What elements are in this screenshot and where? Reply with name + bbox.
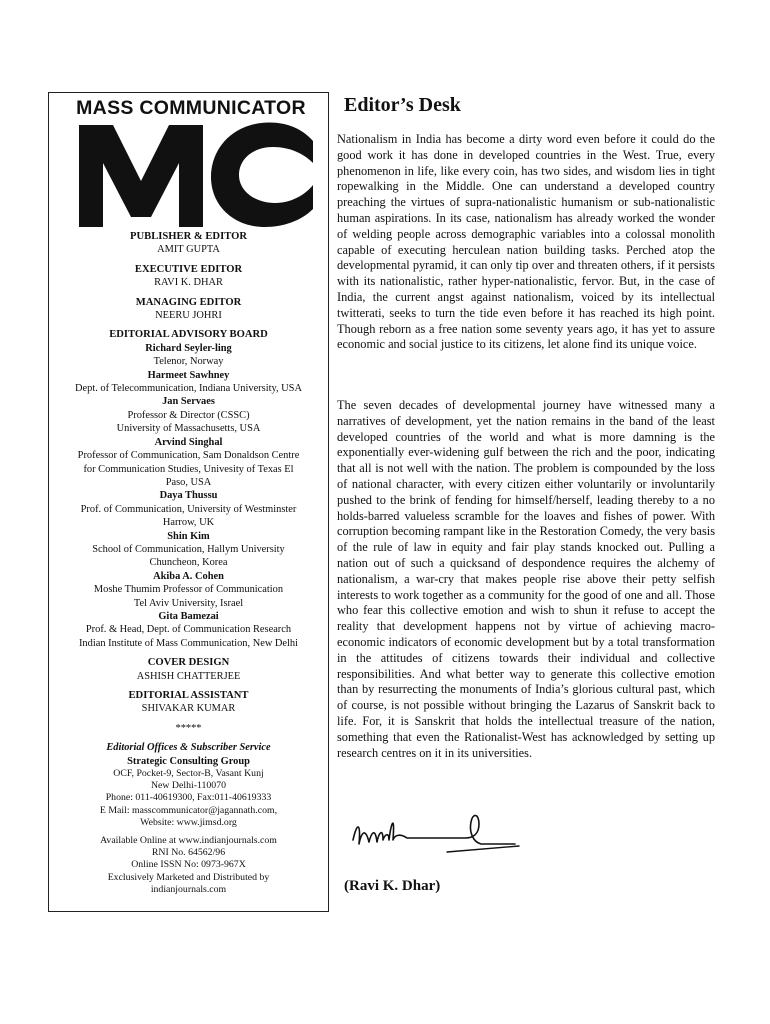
- masthead-person-name: Shin Kim: [167, 530, 210, 542]
- masthead-line: Online ISSN No: 0973-967X: [131, 859, 246, 871]
- masthead-line: Prof. & Head, Dept. of Communication Research: [85, 624, 292, 636]
- masthead-line: University of Massachusetts, USA: [116, 423, 261, 435]
- masthead-role-heading: COVER DESIGN: [147, 657, 230, 669]
- masthead-box: [48, 92, 329, 912]
- masthead-line: *****: [175, 722, 202, 734]
- masthead-credits: [49, 230, 328, 896]
- masthead-line: indianjournals.com: [150, 883, 227, 895]
- editorial-paragraph-2: The seven decades of developmental journey have witnessed many a narratives of development, yet the nation remains in the band of the least developed countries of the world and what is more damning is the exponentially ever-widening gulf between the rich and the poor, indicating that all is not well with the nation. The problem is compounded by the loss of national character, with every citizen either voluntarily or involuntarily pushed to the brink of fending for himself/herself, leading thereby to a no holds-barred valueless scramble for the loaves and fishes of power. With corruption becoming rampant like in the Restoration Comedy, the very basis of the rule of law in equity and fair play stands knocked out. Pulling a nation out of such a quicksand of despondence requires the alchemy of nationalism, a war-cry that makes people rise above their petty selfish interests to work together as a community for the good of one and all. Those who fear this collective emotion and wish to shun it refuse to accept the reality that development happens not by virtue of achieving macro-economic indicators of economic development but by a total transformation in the attitudes of citizens towards their individual and collective responsibilities. And what better way to generate this collective emotion than by resurrecting the monuments of India’s glorious cultural past, which of course, is not possible without bringing the Lazarus of Sanskrit back to life. For, it is Sanskrit that holds the intellectual treasure of the nation, something that even the Rationalist-West has acknowledged by setting up research centres on it in its universities.: [337, 398, 715, 760]
- masthead-role-heading: EXECUTIVE EDITOR: [134, 263, 243, 275]
- masthead-person-name: Arvind Singhal: [154, 436, 223, 448]
- mass-communicator-logo: [61, 97, 321, 233]
- masthead-line: Dept. of Telecommunication, Indiana University, USA: [75, 383, 302, 395]
- masthead-line: Harrow, UK: [162, 517, 215, 529]
- masthead-line: RAVI K. DHAR: [154, 277, 223, 289]
- masthead-line: Available Online at www.indianjournals.com: [100, 835, 277, 847]
- masthead-line: SHIVAKAR KUMAR: [141, 703, 236, 715]
- masthead-line: Professor of Communication, Sam Donaldson Centre: [77, 450, 300, 462]
- masthead-person-name: Strategic Consulting Group: [127, 755, 250, 767]
- editorial-paragraph-1: Nationalism in India has become a dirty word even before it could do the good work it has done in developed countries in the West. True, every phenomenon in life, like every coin, has two sides, and wisdom lies in tight ropewalking in the Middle. One can understand a developed country preaching the virtues of supra-nationalistic humanism or sub-nationalistic human aspirations. In its case, nationalism has already worked the wonder of welding people across demographic variables into a colossal monolith capable of executing herculean nation building tasks. Perched atop the developmental pyramid, it can only tip over and threaten others, if it persists with its nationalistic, rather hyper-nationalistic, fervor. But, in the case of India, the current angst against nationalism, voiced by its intellectual twitterati, seeks to turn the tide even before it has reached its high point. Though reborn as a free nation some seventy years ago, it has yet to assure economic and social justice to its citizens, let alone find its unique voice.: [337, 132, 715, 352]
- masthead-line: E Mail: masscommunicator@jagannath.com,: [99, 804, 278, 816]
- masthead-line: Paso, USA: [165, 476, 212, 488]
- masthead-line: Tel Aviv University, Israel: [133, 597, 244, 609]
- masthead-person-name: Daya Thussu: [159, 490, 218, 502]
- masthead-person-name: Gita Bamezai: [158, 610, 219, 622]
- masthead-role-heading: EDITORIAL ASSISTANT: [128, 690, 249, 701]
- masthead-line: Moshe Thumim Professor of Communication: [93, 584, 284, 596]
- masthead-line: NEERU JOHRI: [155, 310, 222, 322]
- masthead-line: Editorial Offices & Subscriber Service: [106, 742, 271, 754]
- editorial-title: Editor’s Desk: [344, 94, 461, 116]
- masthead-line: Indian Institute of Mass Communication, New Delhi: [78, 637, 299, 649]
- masthead-role-heading: EDITORIAL ADVISORY BOARD: [109, 329, 268, 341]
- masthead-line: Website: www.jimsd.org: [140, 816, 237, 828]
- masthead-person-name: Harmeet Sawhney: [147, 369, 230, 381]
- masthead-line: OCF, Pocket-9, Sector-B, Vasant Kunj: [113, 768, 264, 780]
- signature-name: (Ravi K. Dhar): [344, 878, 441, 894]
- masthead-line: Telenor, Norway: [153, 356, 224, 368]
- masthead-line: Phone: 011-40619300, Fax:011-40619333: [105, 792, 272, 804]
- masthead-line: Professor & Director (CSSC): [127, 409, 250, 421]
- masthead-person-name: Richard Seyler-ling: [145, 342, 232, 354]
- masthead-role-heading: MANAGING EDITOR: [135, 296, 242, 308]
- masthead-person-name: Akiba A. Cohen: [153, 570, 224, 582]
- masthead-line: Prof. of Communication, University of Westminster: [80, 503, 297, 515]
- masthead-line: School of Communication, Hallym University: [92, 543, 285, 555]
- masthead-line: Chuncheon, Korea: [149, 557, 228, 569]
- masthead-line: ASHISH CHATTERJEE: [136, 670, 241, 682]
- masthead-line: for Communication Studies, Univesity of Texas El: [83, 463, 294, 475]
- logo-wordmark: MASS COMMUNICATOR: [76, 97, 306, 119]
- masthead-person-name: Jan Servaes: [162, 396, 215, 408]
- masthead-line: RNI No. 64562/96: [151, 847, 226, 859]
- masthead-line: New Delhi-110070: [150, 780, 226, 792]
- editor-signature: [347, 804, 527, 868]
- masthead-role-heading: PUBLISHER & EDITOR: [130, 231, 247, 242]
- masthead-line: AMIT GUPTA: [157, 244, 220, 256]
- mc-logo-mark: [61, 97, 321, 233]
- masthead-line: Exclusively Marketed and Distributed by: [107, 871, 270, 883]
